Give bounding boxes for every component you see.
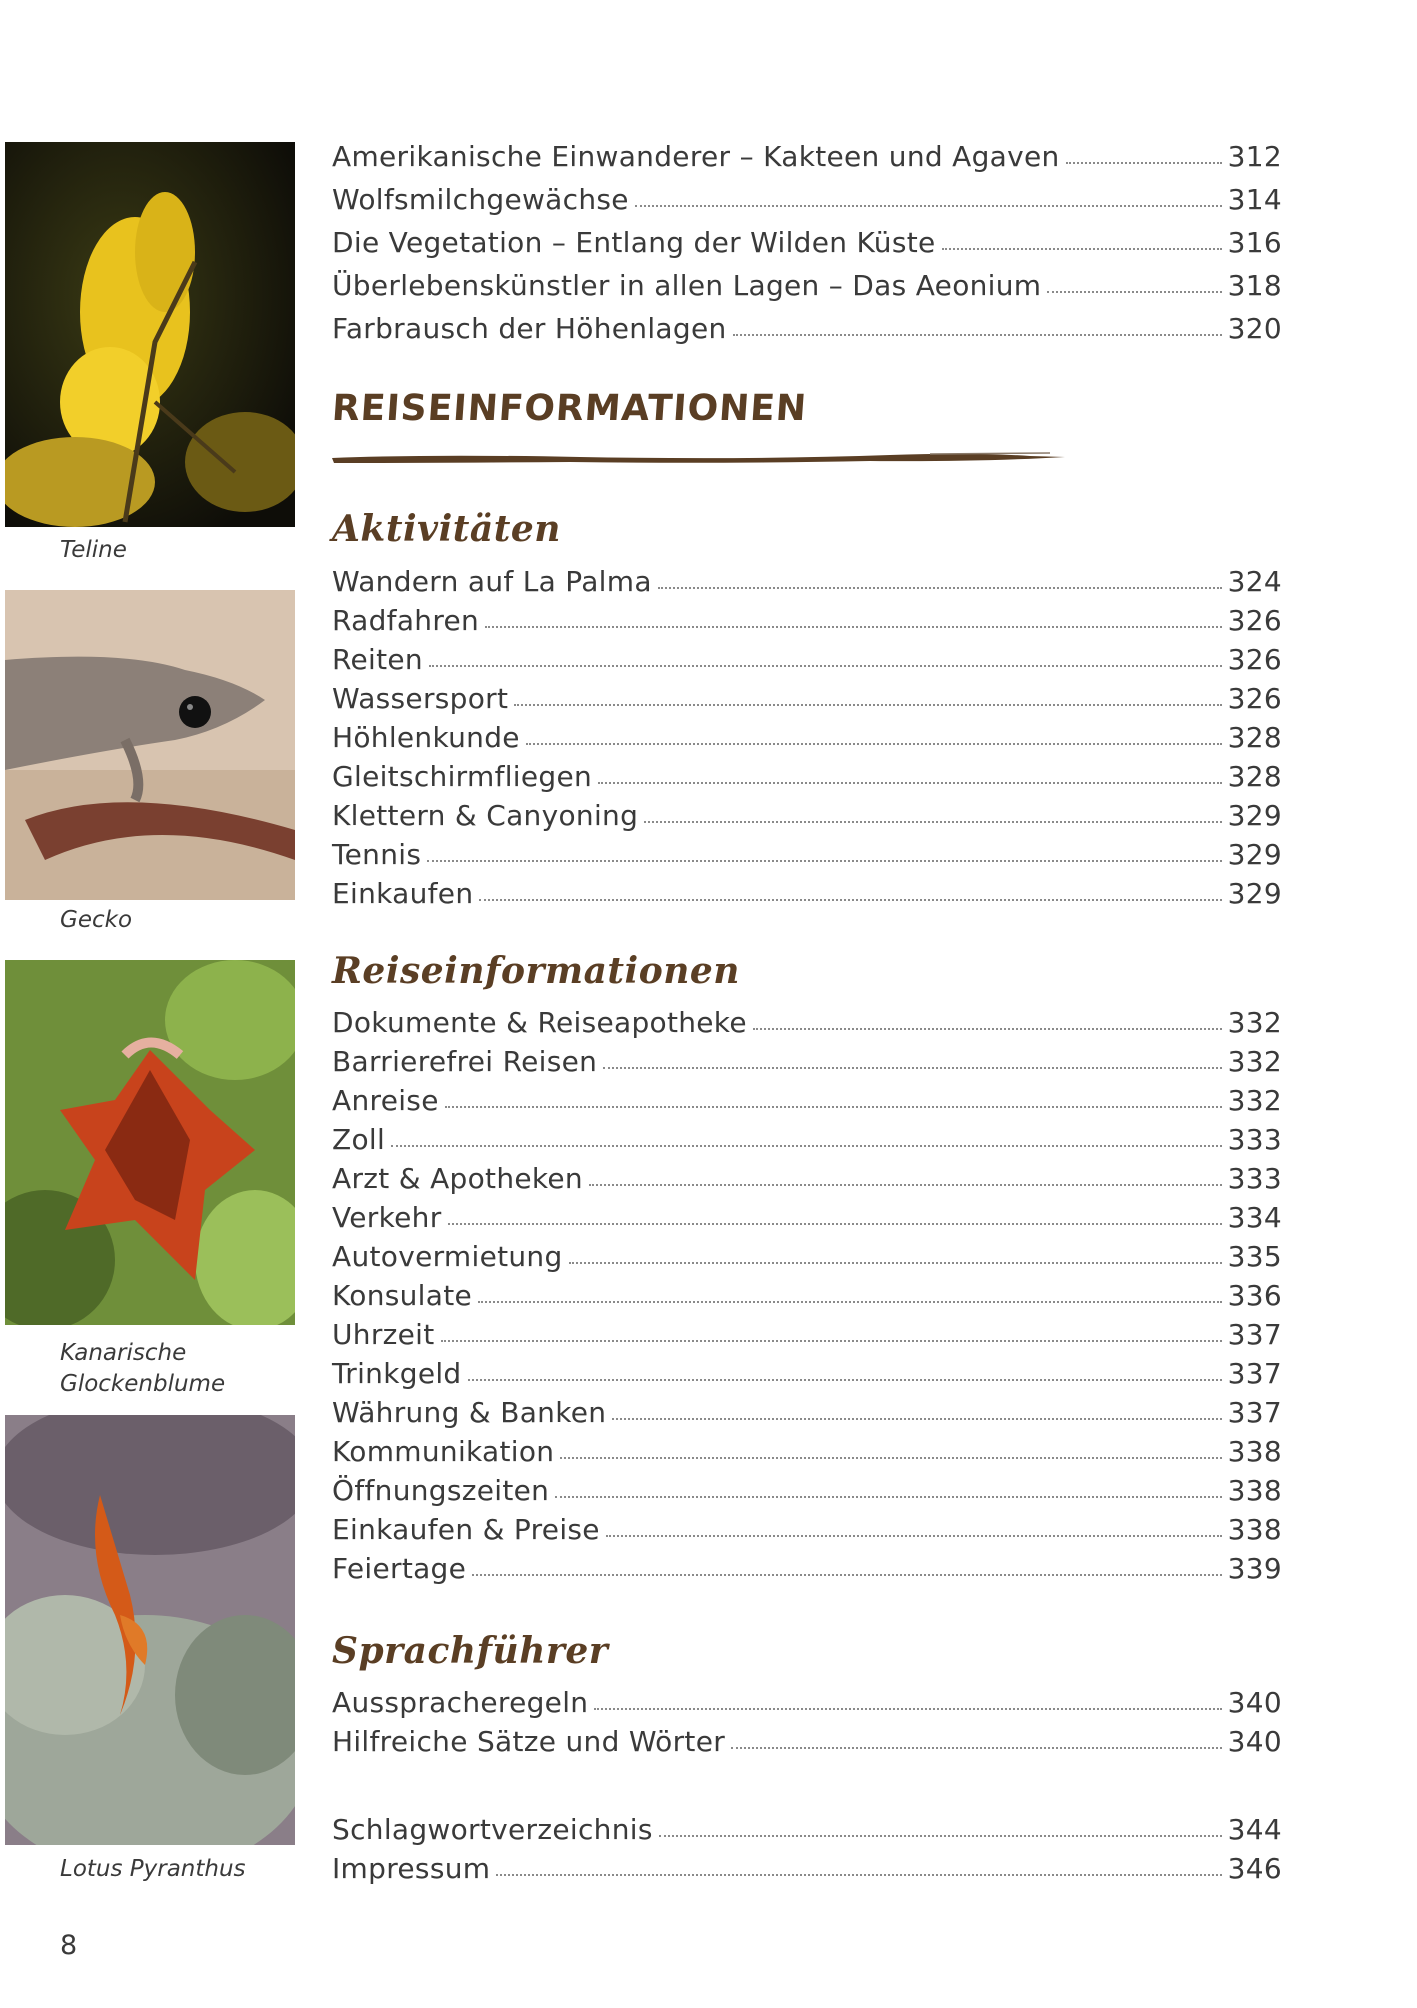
toc-row[interactable]: Uhrzeit 337	[332, 1318, 1282, 1351]
toc-row[interactable]: Wassersport 326	[332, 682, 1282, 715]
toc-row[interactable]: Gleitschirmfliegen 328	[332, 760, 1282, 793]
toc-row[interactable]: Radfahren 326	[332, 604, 1282, 637]
page-number: 8	[60, 1930, 78, 1961]
toc-row[interactable]: Überlebenskünstler in allen Lagen – Das Aeonium 318	[332, 269, 1282, 302]
toc-row[interactable]: Öffnungszeiten 338	[332, 1474, 1282, 1507]
toc-row[interactable]: Trinkgeld 337	[332, 1357, 1282, 1390]
toc-row[interactable]: Schlagwortverzeichnis 344	[332, 1813, 1282, 1846]
toc-travel	[332, 1003, 1282, 1588]
toc-row[interactable]: Autovermietung 335	[332, 1240, 1282, 1273]
toc-row[interactable]: Wolfsmilchgewächse 314	[332, 183, 1282, 216]
brush-divider	[330, 448, 1070, 470]
toc-top	[332, 135, 1282, 350]
caption-teline: Teline	[60, 537, 127, 563]
toc-row[interactable]: Amerikanische Einwanderer – Kakteen und Agaven 312	[332, 140, 1282, 173]
toc-activities	[332, 562, 1282, 913]
subheading-activities: Aktivitäten	[332, 508, 561, 550]
photo-gecko	[5, 590, 295, 900]
toc-row[interactable]: Einkaufen & Preise 338	[332, 1513, 1282, 1546]
toc-row[interactable]: Anreise 332	[332, 1084, 1282, 1117]
photo-glockenblume	[5, 960, 295, 1325]
toc-row[interactable]: Ausspracheregeln 340	[332, 1686, 1282, 1719]
toc-row[interactable]: Dokumente & Reiseapotheke 332	[332, 1006, 1282, 1039]
toc-end	[332, 1810, 1282, 1888]
toc-row[interactable]: Währung & Banken 337	[332, 1396, 1282, 1429]
toc-row[interactable]: Tennis 329	[332, 838, 1282, 871]
toc-row[interactable]: Wandern auf La Palma 324	[332, 565, 1282, 598]
caption-glockenblume: Kanarische Glockenblume	[60, 1340, 226, 1397]
toc-row[interactable]: Verkehr 334	[332, 1201, 1282, 1234]
toc-row[interactable]: Klettern & Canyoning 329	[332, 799, 1282, 832]
subheading-travel-info: Reiseinformationen	[332, 950, 740, 992]
photo-teline	[5, 142, 295, 527]
toc-row[interactable]: Kommunikation 338	[332, 1435, 1282, 1468]
toc-row[interactable]: Einkaufen 329	[332, 877, 1282, 910]
toc-row[interactable]: Hilfreiche Sätze und Wörter 340	[332, 1725, 1282, 1758]
toc-row[interactable]: Reiten 326	[332, 643, 1282, 676]
caption-lotus: Lotus Pyranthus	[60, 1856, 246, 1882]
toc-row[interactable]: Barrierefrei Reisen 332	[332, 1045, 1282, 1078]
toc-row[interactable]: Impressum 346	[332, 1852, 1282, 1885]
photo-lotus	[5, 1415, 295, 1845]
caption-gecko: Gecko	[60, 907, 133, 933]
toc-row[interactable]: Feiertage 339	[332, 1552, 1282, 1585]
toc-row[interactable]: Zoll 333	[332, 1123, 1282, 1156]
section-heading: REISEINFORMATIONEN	[330, 388, 809, 429]
toc-row[interactable]: Farbrausch der Höhenlagen 320	[332, 312, 1282, 345]
toc-row[interactable]: Arzt & Apotheken 333	[332, 1162, 1282, 1195]
toc-language	[332, 1683, 1282, 1761]
subheading-phrasebook: Sprachführer	[332, 1630, 609, 1672]
toc-row[interactable]: Höhlenkunde 328	[332, 721, 1282, 754]
toc-row[interactable]: Konsulate 336	[332, 1279, 1282, 1312]
toc-row[interactable]: Die Vegetation – Entlang der Wilden Küste 316	[332, 226, 1282, 259]
